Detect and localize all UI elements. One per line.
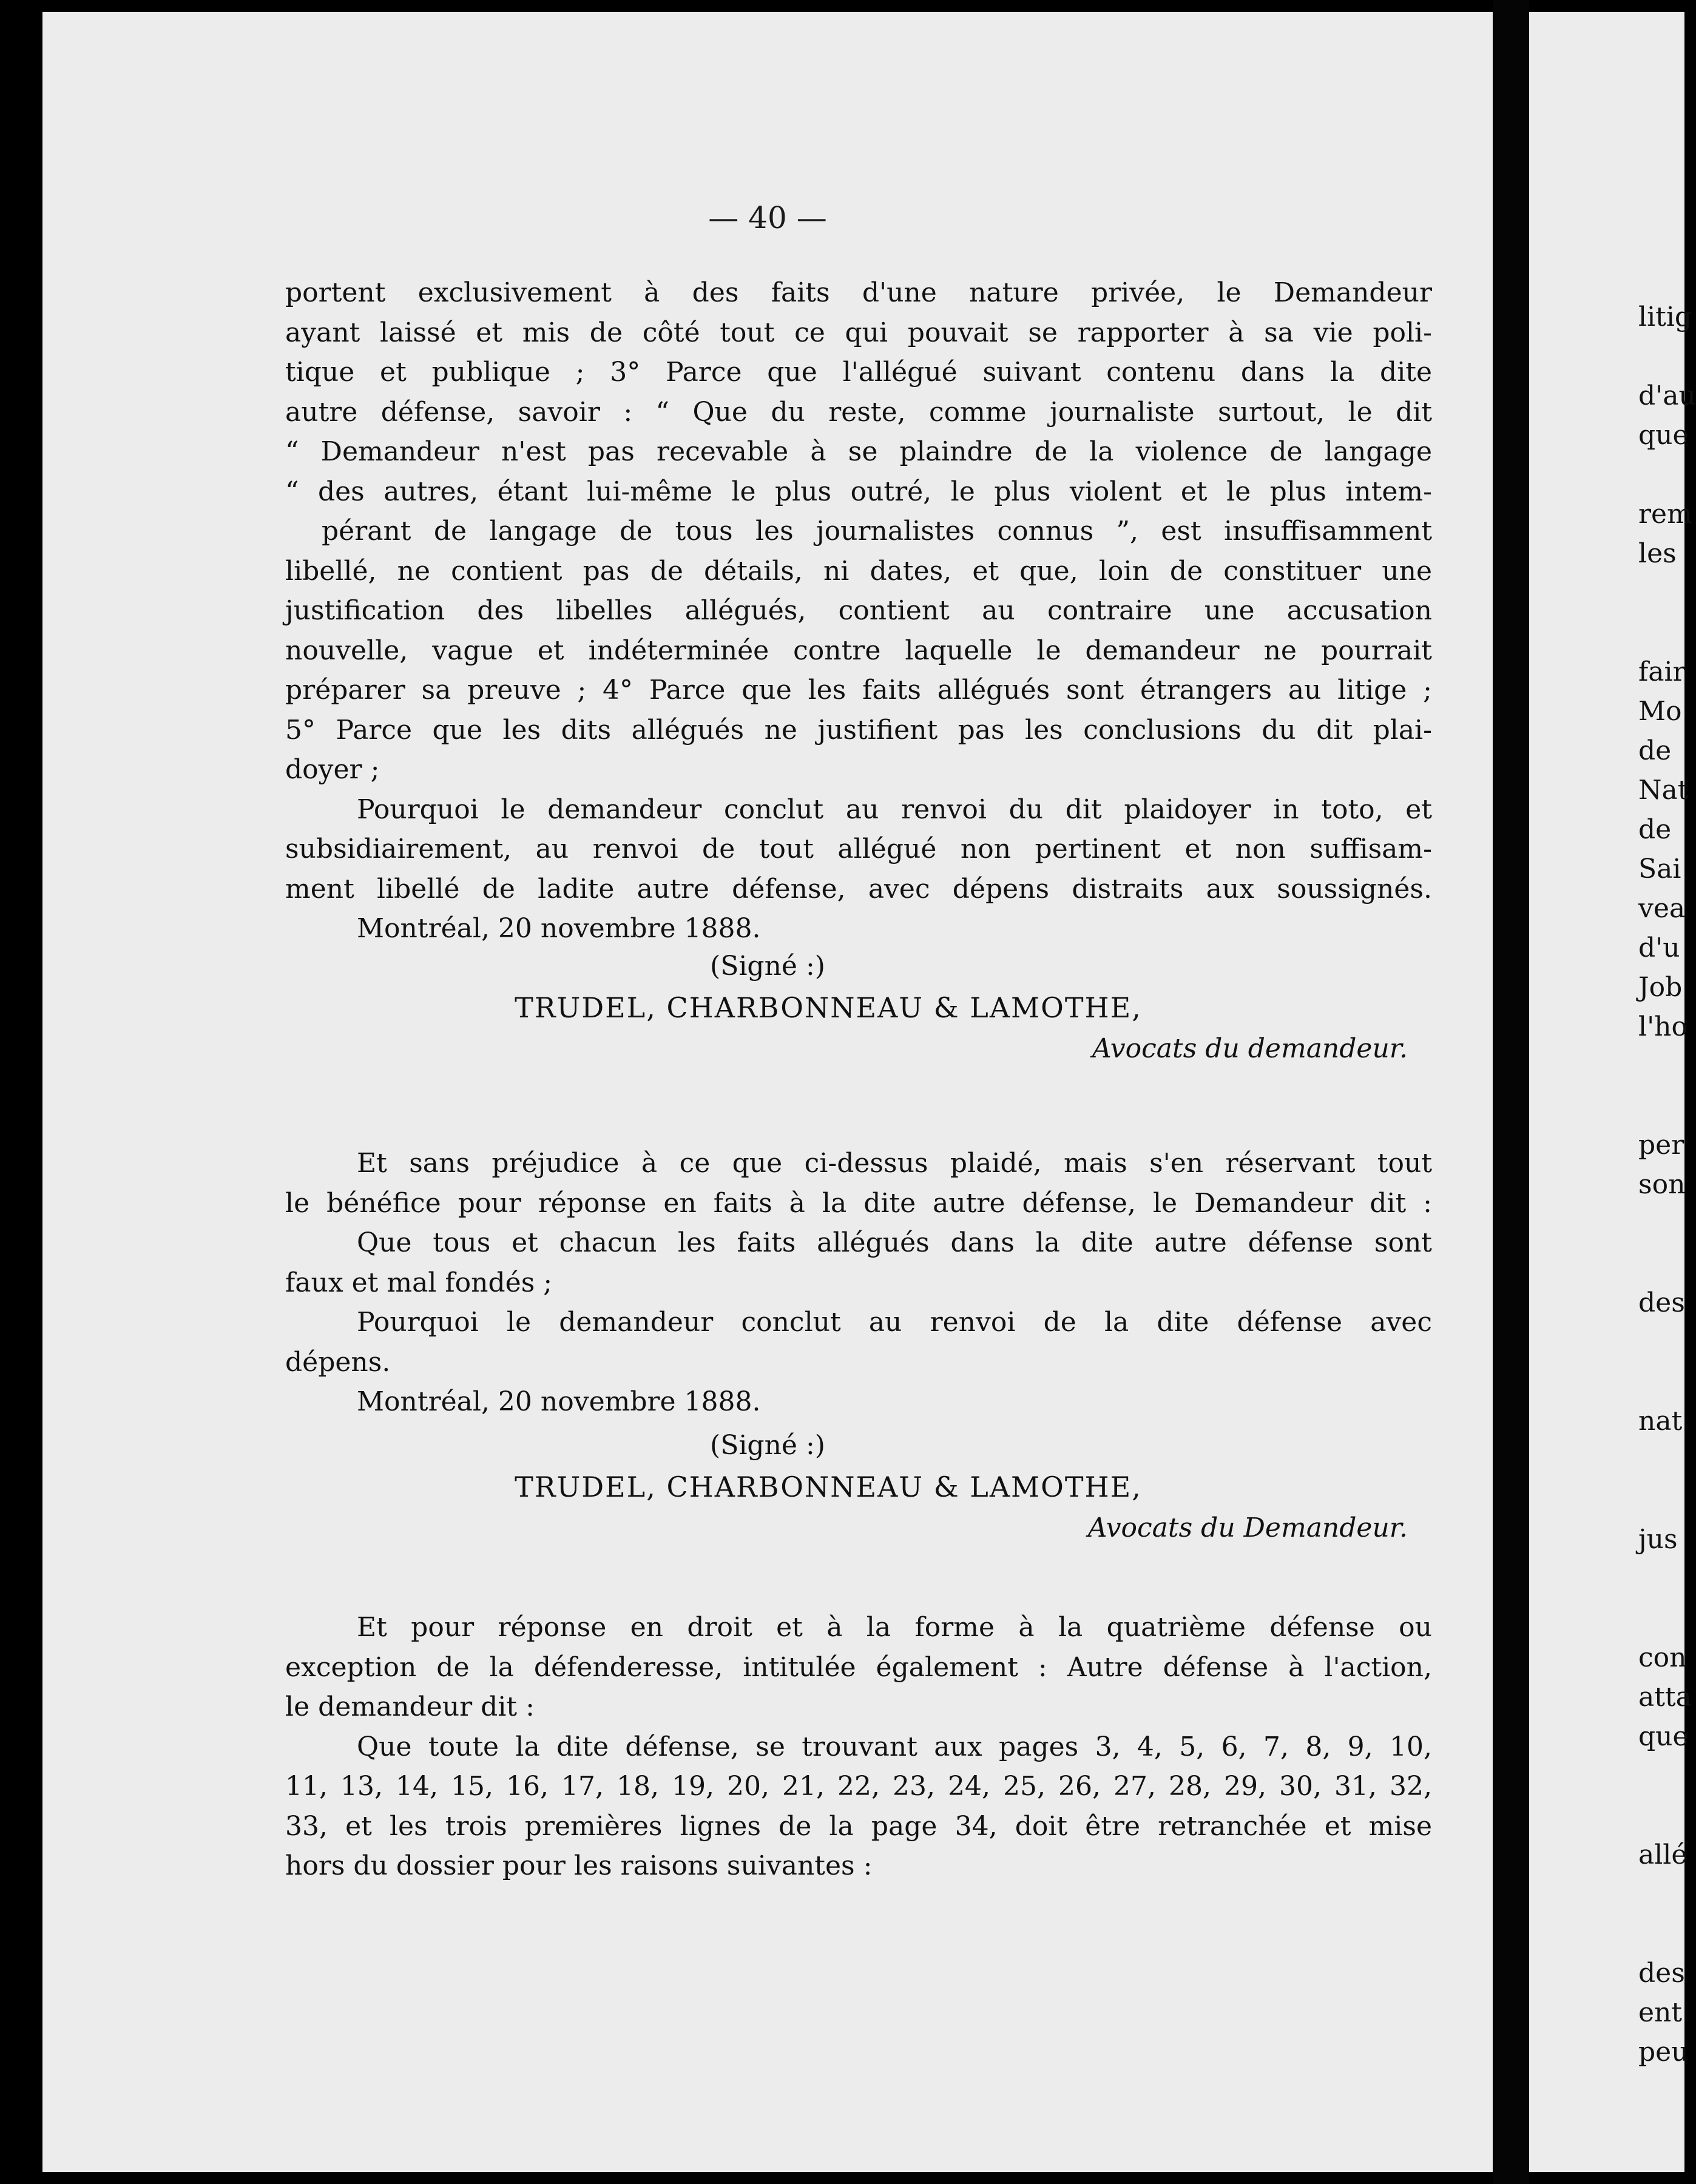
text-line: Montréal, 20 novembre 1888. [357,913,761,944]
text-line: libellé, ne contient pas de détails, ni dates, et que, loin de constituer une [285,555,1432,587]
text-block-2 [285,1144,1432,1422]
text-line: doyer ; [285,754,380,785]
facing-text-fragment [1529,1796,1696,1835]
text-line: ment libellé de ladite autre défense, avec dépens distraits aux soussignés. [285,873,1432,905]
page-number: — 40 — [708,200,827,235]
text-line: autre défense, savoir : “ Que du reste, comme journaliste surtout, le dit [285,396,1432,428]
text-line: justification des libelles allégués, contient au contraire une accusation [285,595,1432,626]
text-line: Pourquoi le demandeur conclut au renvoi de la dite défense avec [357,1307,1432,1338]
facing-text-fragment [1529,1441,1696,1480]
facing-text-column [1529,297,1696,2072]
facing-text-fragment: con [1638,1642,1687,1673]
signature-block-2 [42,1426,1493,1548]
text-line: Et pour réponse en droit et à la forme à la quatrième défense ou [357,1612,1432,1643]
facing-text-fragment: allé [1638,1839,1688,1870]
facing-text-fragment: litig [1638,302,1692,332]
text-block-1 [285,273,1432,949]
facing-text-fragment: d'au [1638,380,1696,411]
facing-text-fragment: Sai [1638,854,1681,885]
facing-text-fragment: que [1638,420,1689,451]
signe-label: (Signé :) [710,1430,825,1461]
facing-text-fragment [1529,1204,1696,1244]
facing-text-fragment [1529,1244,1696,1283]
facing-text-fragment: de [1638,735,1672,766]
facing-text-fragment: que [1638,1721,1689,1752]
text-line: hors du dossier pour les raisons suivantes : [285,1850,873,1881]
facing-text-fragment [1529,1323,1696,1362]
facing-text-fragment [1529,1914,1696,1953]
book-spine-shadow [1493,0,1529,2184]
text-line: pérant de langage de tous les journalistes connus ”, est insuffisamment [322,516,1432,547]
facing-text-fragment [1529,1362,1696,1401]
facing-text-fragment: ent [1638,1997,1683,2028]
facing-text-fragment: d'u [1638,932,1680,963]
signature-block-1 [42,946,1493,1069]
facing-text-fragment [1529,613,1696,652]
text-line: dépens. [285,1346,391,1378]
facing-text-fragment: l'ho [1638,1011,1688,1042]
facing-text-fragment [1529,455,1696,494]
law-firm-name: TRUDEL, CHARBONNEAU & LAMOTHE, [515,1471,1142,1503]
facing-text-fragment [1529,337,1696,376]
facing-text-fragment [1529,1046,1696,1086]
text-line: Que toute la dite défense, se trouvant aux pages 3, 4, 5, 6, 7, 8, 9, 10, [357,1731,1432,1762]
facing-text-fragment: fair [1638,656,1686,687]
facing-text-fragment [1529,1875,1696,1914]
text-line: 33, et les trois premières lignes de la page 34, doit être retranchée et mise [285,1810,1432,1842]
facing-text-fragment [1529,1086,1696,1125]
text-line: “ Demandeur n'est pas recevable à se plaindre de la violence de langage [285,436,1432,467]
facing-text-fragment: de [1638,814,1672,845]
text-line: ayant laissé et mis de côté tout ce qui pouvait se rapporter à sa vie poli- [285,317,1432,348]
facing-text-fragment: des [1638,1287,1685,1318]
text-line: subsidiairement, au renvoi de tout allégué non pertinent et non suffisam- [285,834,1432,864]
document-page [42,12,1493,2172]
text-line: Et sans préjudice à ce que ci-dessus plaidé, mais s'en réservant tout [357,1148,1432,1179]
facing-text-fragment: rem [1638,499,1692,530]
text-line: “ des autres, étant lui-même le plus outré, le plus violent et le plus intem- [285,476,1432,507]
facing-text-fragment [1529,1756,1696,1796]
text-line: nouvelle, vague et indéterminée contre laquelle le demandeur ne pourrait [285,635,1432,666]
text-line: 11, 13, 14, 15, 16, 17, 18, 19, 20, 21, 22, 23, 24, 25, 26, 27, 28, 29, 30, 31, 32, [285,1771,1432,1802]
law-firm-name: TRUDEL, CHARBONNEAU & LAMOTHE, [515,991,1142,1024]
facing-text-fragment [1529,573,1696,613]
facing-text-fragment: Job [1638,972,1683,1003]
facing-text-fragment: atta [1638,1682,1692,1713]
signe-label: (Signé :) [710,951,825,982]
text-line: Pourquoi le demandeur conclut au renvoi du dit plaidoyer in toto, et [357,794,1432,825]
facing-text-fragment: Mo [1638,696,1682,727]
facing-text-fragment [1529,1480,1696,1520]
facing-text-fragment: vea [1638,893,1686,924]
text-line: faux et mal fondés ; [285,1267,553,1298]
facing-text-fragment [1529,1559,1696,1599]
facing-text-fragment: des [1638,1958,1685,1989]
text-line: tique et publique ; 3° Parce que l'allégué suivant contenu dans la dite [285,357,1432,388]
facing-text-fragment: son [1638,1169,1686,1200]
text-line: le demandeur dit : [285,1691,535,1722]
text-line: exception de la défenderesse, intitulée également : Autre défense à l'action, [285,1651,1432,1683]
text-line: préparer sa preuve ; 4° Parce que les faits allégués sont étrangers au litige ; [285,675,1432,706]
avocats-label: Avocats du Demandeur. [1087,1512,1408,1543]
facing-text-fragment: peu [1638,2037,1689,2068]
text-block-3 [285,1608,1432,1886]
text-line: 5° Parce que les dits allégués ne justifient pas les conclusions du dit plai- [285,714,1432,746]
facing-text-fragment: nat [1638,1406,1683,1437]
facing-page-fragment [1529,12,1696,2172]
facing-text-fragment: per [1638,1130,1684,1161]
facing-text-fragment: Nat [1638,775,1689,806]
facing-text-fragment: les [1638,538,1677,569]
text-line: Montréal, 20 novembre 1888. [357,1386,761,1417]
facing-text-fragment: jus [1638,1524,1678,1555]
text-line: portent exclusivement à des faits d'une nature privée, le Demandeur [285,277,1432,308]
avocats-label: Avocats du demandeur. [1092,1033,1408,1064]
text-line: Que tous et chacun les faits allégués dans la dite autre défense sont [357,1227,1432,1258]
facing-text-fragment [1529,1599,1696,1638]
text-line: le bénéfice pour réponse en faits à la dite autre défense, le Demandeur dit : [285,1187,1432,1219]
